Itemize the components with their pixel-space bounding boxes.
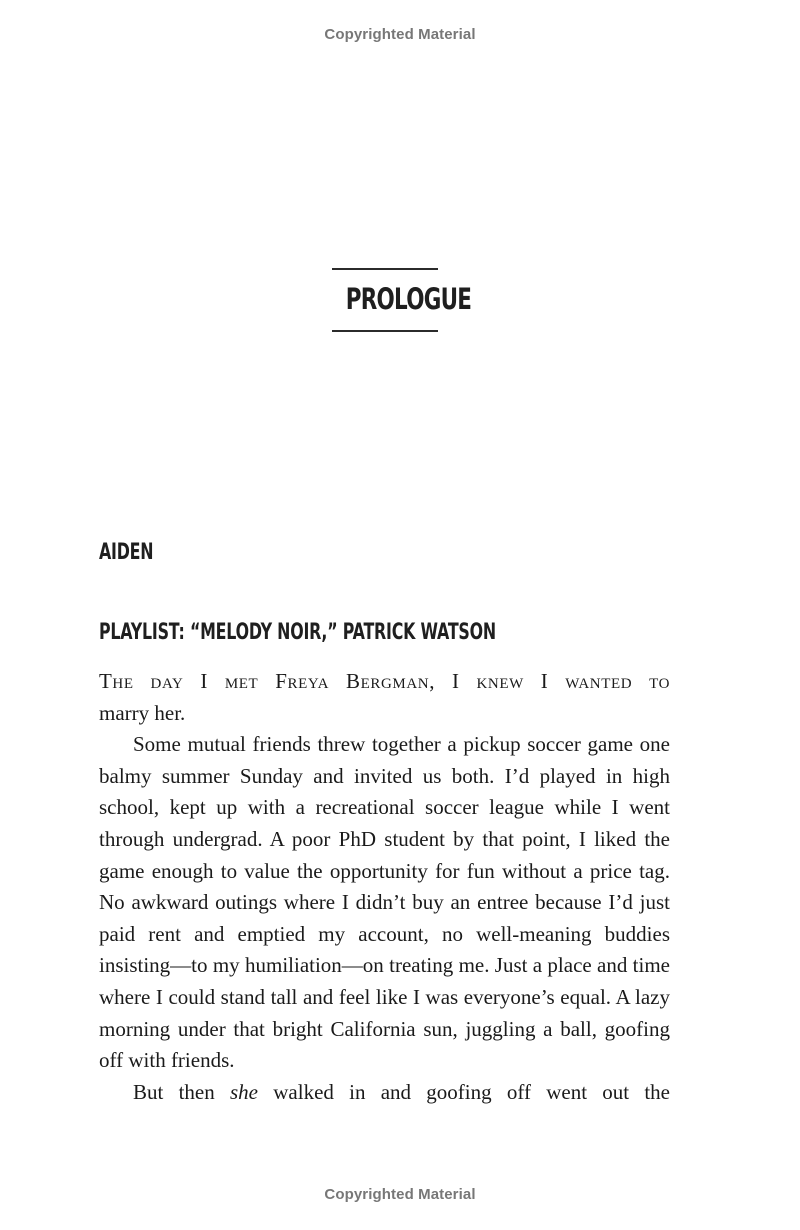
pov-character-heading: AIDEN — [99, 540, 154, 565]
heading-rule-top — [332, 268, 438, 270]
chapter-title: PROLOGUE — [345, 282, 472, 316]
body-paragraph: Some mutual friends threw together a pickup soccer game one balmy summer Sunday and invited us both. I’d played in high school, kept up with a recreational soccer league while I went through undergrad. A poor PhD student by that point, I liked the game enough to value the opportunity for fun without a price tag. No awkward outings where I didn’t buy an entree because I’d just paid rent and emptied my account, no well-meaning buddies insisting—to my humiliation—on treating me. Just a place and time where I could stand tall and feel like I was everyone’s equal. A lazy morning under that bright California sun, juggling a ball, goofing off with friends. — [99, 732, 670, 1073]
copyright-watermark-bottom: Copyrighted Material — [324, 1186, 476, 1203]
paragraph-text-end: walked in and goofing off went out the — [258, 1079, 671, 1104]
emphasis-text: she — [230, 1079, 258, 1104]
copyright-watermark-top: Copyrighted Material — [324, 26, 476, 43]
paragraph-text-start: But then — [133, 1079, 230, 1104]
body-paragraph-final — [99, 1077, 670, 1109]
opening-paragraph — [99, 666, 670, 729]
opening-paragraph-rest: marry her. — [99, 700, 186, 725]
chapter-heading — [332, 268, 472, 332]
heading-rule-bottom — [332, 330, 438, 332]
chapter-body — [99, 666, 670, 1108]
playlist-heading: PLAYLIST: “MELODY NOIR,” PATRICK WATSON — [99, 620, 496, 645]
opening-smallcaps-line: The day I met Freya Bergman, I knew I wanted to — [99, 669, 670, 693]
